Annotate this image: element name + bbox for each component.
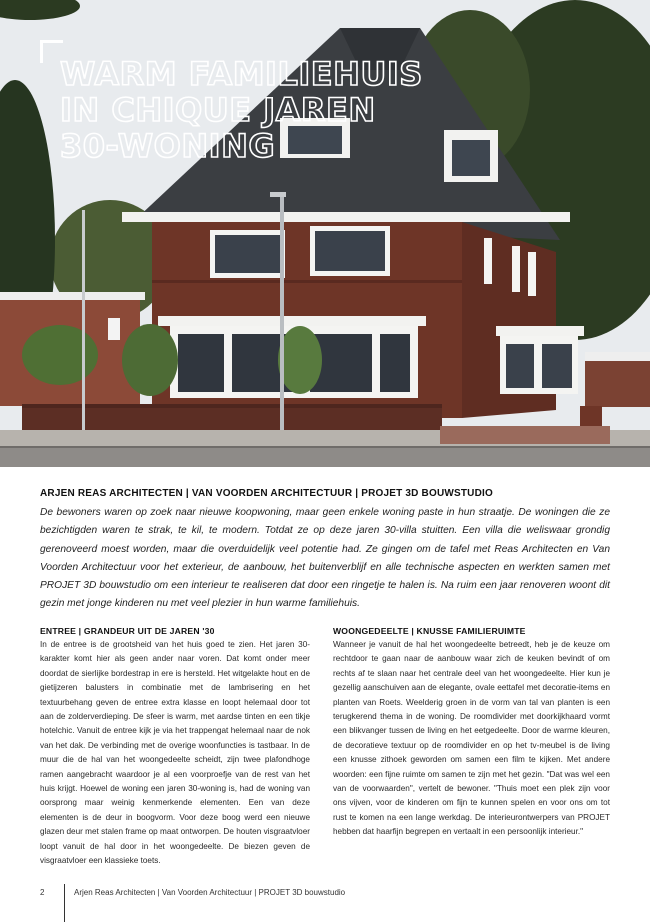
intro-paragraph: De bewoners waren op zoek naar nieuwe koopwoning, maar geen enkele woning paste in hun straatje. De woningen die ze bezichtigden waren te strak, te kil, te modern. Totdat ze op deze jaren 30-villa stuitten. Een villa die weliswaar grondig gerenoveerd moest worden, maar die overduidelijk veel potentie had. Ze gingen om de tafel met Reas Architecten en Van Voorden Architectuur voor het exterieur, de aanbouw, het buitenverblijf en alle technische aspecten en werkten samen met PROJET 3D bouwstudio om een interieur te realiseren dat door een ringetje te halen is. Na ruim een jaar renoveren woont dit gezin met jonge kinderen nu met veel plezier in hun warme familiehuis. <box>40 507 610 610</box>
section-heading: WOONGEDEELTE | KNUSSE FAMILIERUIMTE <box>333 626 526 636</box>
title-line: WARM FAMILIEHUIS <box>60 55 423 93</box>
section-body: Wanneer je vanuit de hal het woongedeelte betreedt, heb je de keuze om rechtdoor te gaan naar de aanbouw waar zich de keuken bevindt of om rechts af te slaan naar het centrale deel van het woongedeelte. Hier kun je gezellig aanschuiven aan de elegante, ovale eettafel met decoratie-items en planten van Roets. Weelderig groen in de vorm van tal van planten is een terugkerend thema in de woning. De roomdivider met doorkijkhaard vormt een blikvanger tussen de living en het eetgedeelte. Door de warme kleuren, de decoratieve textuur op de roomdivider en op het tv-meubel is de living een knusse zithoek geworden om samen een film te kijken. Met andere woorden: een fijne ruimte om samen te zijn met het gezin. "Dat was wel een van de voorwaarden", vertelt de bewoner. "Thuis moet een plek zijn voor ons vijven, voor de kinderen om fijn te kunnen spelen en voor ons om tot rust te komen na een lange werkdag. De interieurontwerpers van PROJET hebben dat haarfijn begrepen en vertaalt in een persoonlijk interieur." <box>333 640 610 837</box>
section-body: In de entree is de grootsheid van het huis goed te zien. Het jaren 30-karakter komt hier als geen ander naar voren. Dat komt onder meer doordat de sierlijke bordestrap in ere is hersteld. Het witgelakte hout en de gietijzeren balusters in combinatie met de lambrisering en het textuurbehang geven de entree extra klasse en loopt helemaal door tot aan de zolderverdieping. De sfeer is warm, met aardse tinten en een tikje hotelchic. Vanuit de entree kijk je via het trappengat helemaal naar de nok van het dak. De verbinding met de overige woonfuncties is tastbaar. In de muur die de hal van het woongedeelte scheidt, zijn twee plafondhoge ramen aangebracht waardoor je al een voorproefje van de rest van het huis krijgt. Hoewel de woning een jaren 30-woning is, had de woning van oorsprong maar weinig kenmerkende elementen. Een van deze elementen is de deur in boogvorm. Voor deze boog werd een nieuwe glazen deur met stalen frame op maat ontworpen. De houten visgraatvloer loopt vanuit de hal door in het woongedeelte. De biezen geven de visgraatvloer een klassieke toets. <box>40 640 310 866</box>
credits-line: ARJEN REAS ARCHITECTEN | VAN VOORDEN ARCHITECTUUR | PROJET 3D BOUWSTUDIO <box>40 488 493 499</box>
section-heading: ENTREE | GRANDEUR UIT DE JAREN '30 <box>40 626 215 636</box>
section-woongedeelte <box>333 626 610 840</box>
title-line: IN CHIQUE JAREN <box>60 91 376 129</box>
section-entree <box>40 626 310 869</box>
article-title <box>60 56 480 164</box>
footer-divider <box>64 884 65 922</box>
page-number: 2 <box>40 888 45 897</box>
footer-credits: Arjen Reas Architecten | Van Voorden Architectuur | PROJET 3D bouwstudio <box>74 888 346 897</box>
title-line: 30-WONING <box>60 127 276 165</box>
